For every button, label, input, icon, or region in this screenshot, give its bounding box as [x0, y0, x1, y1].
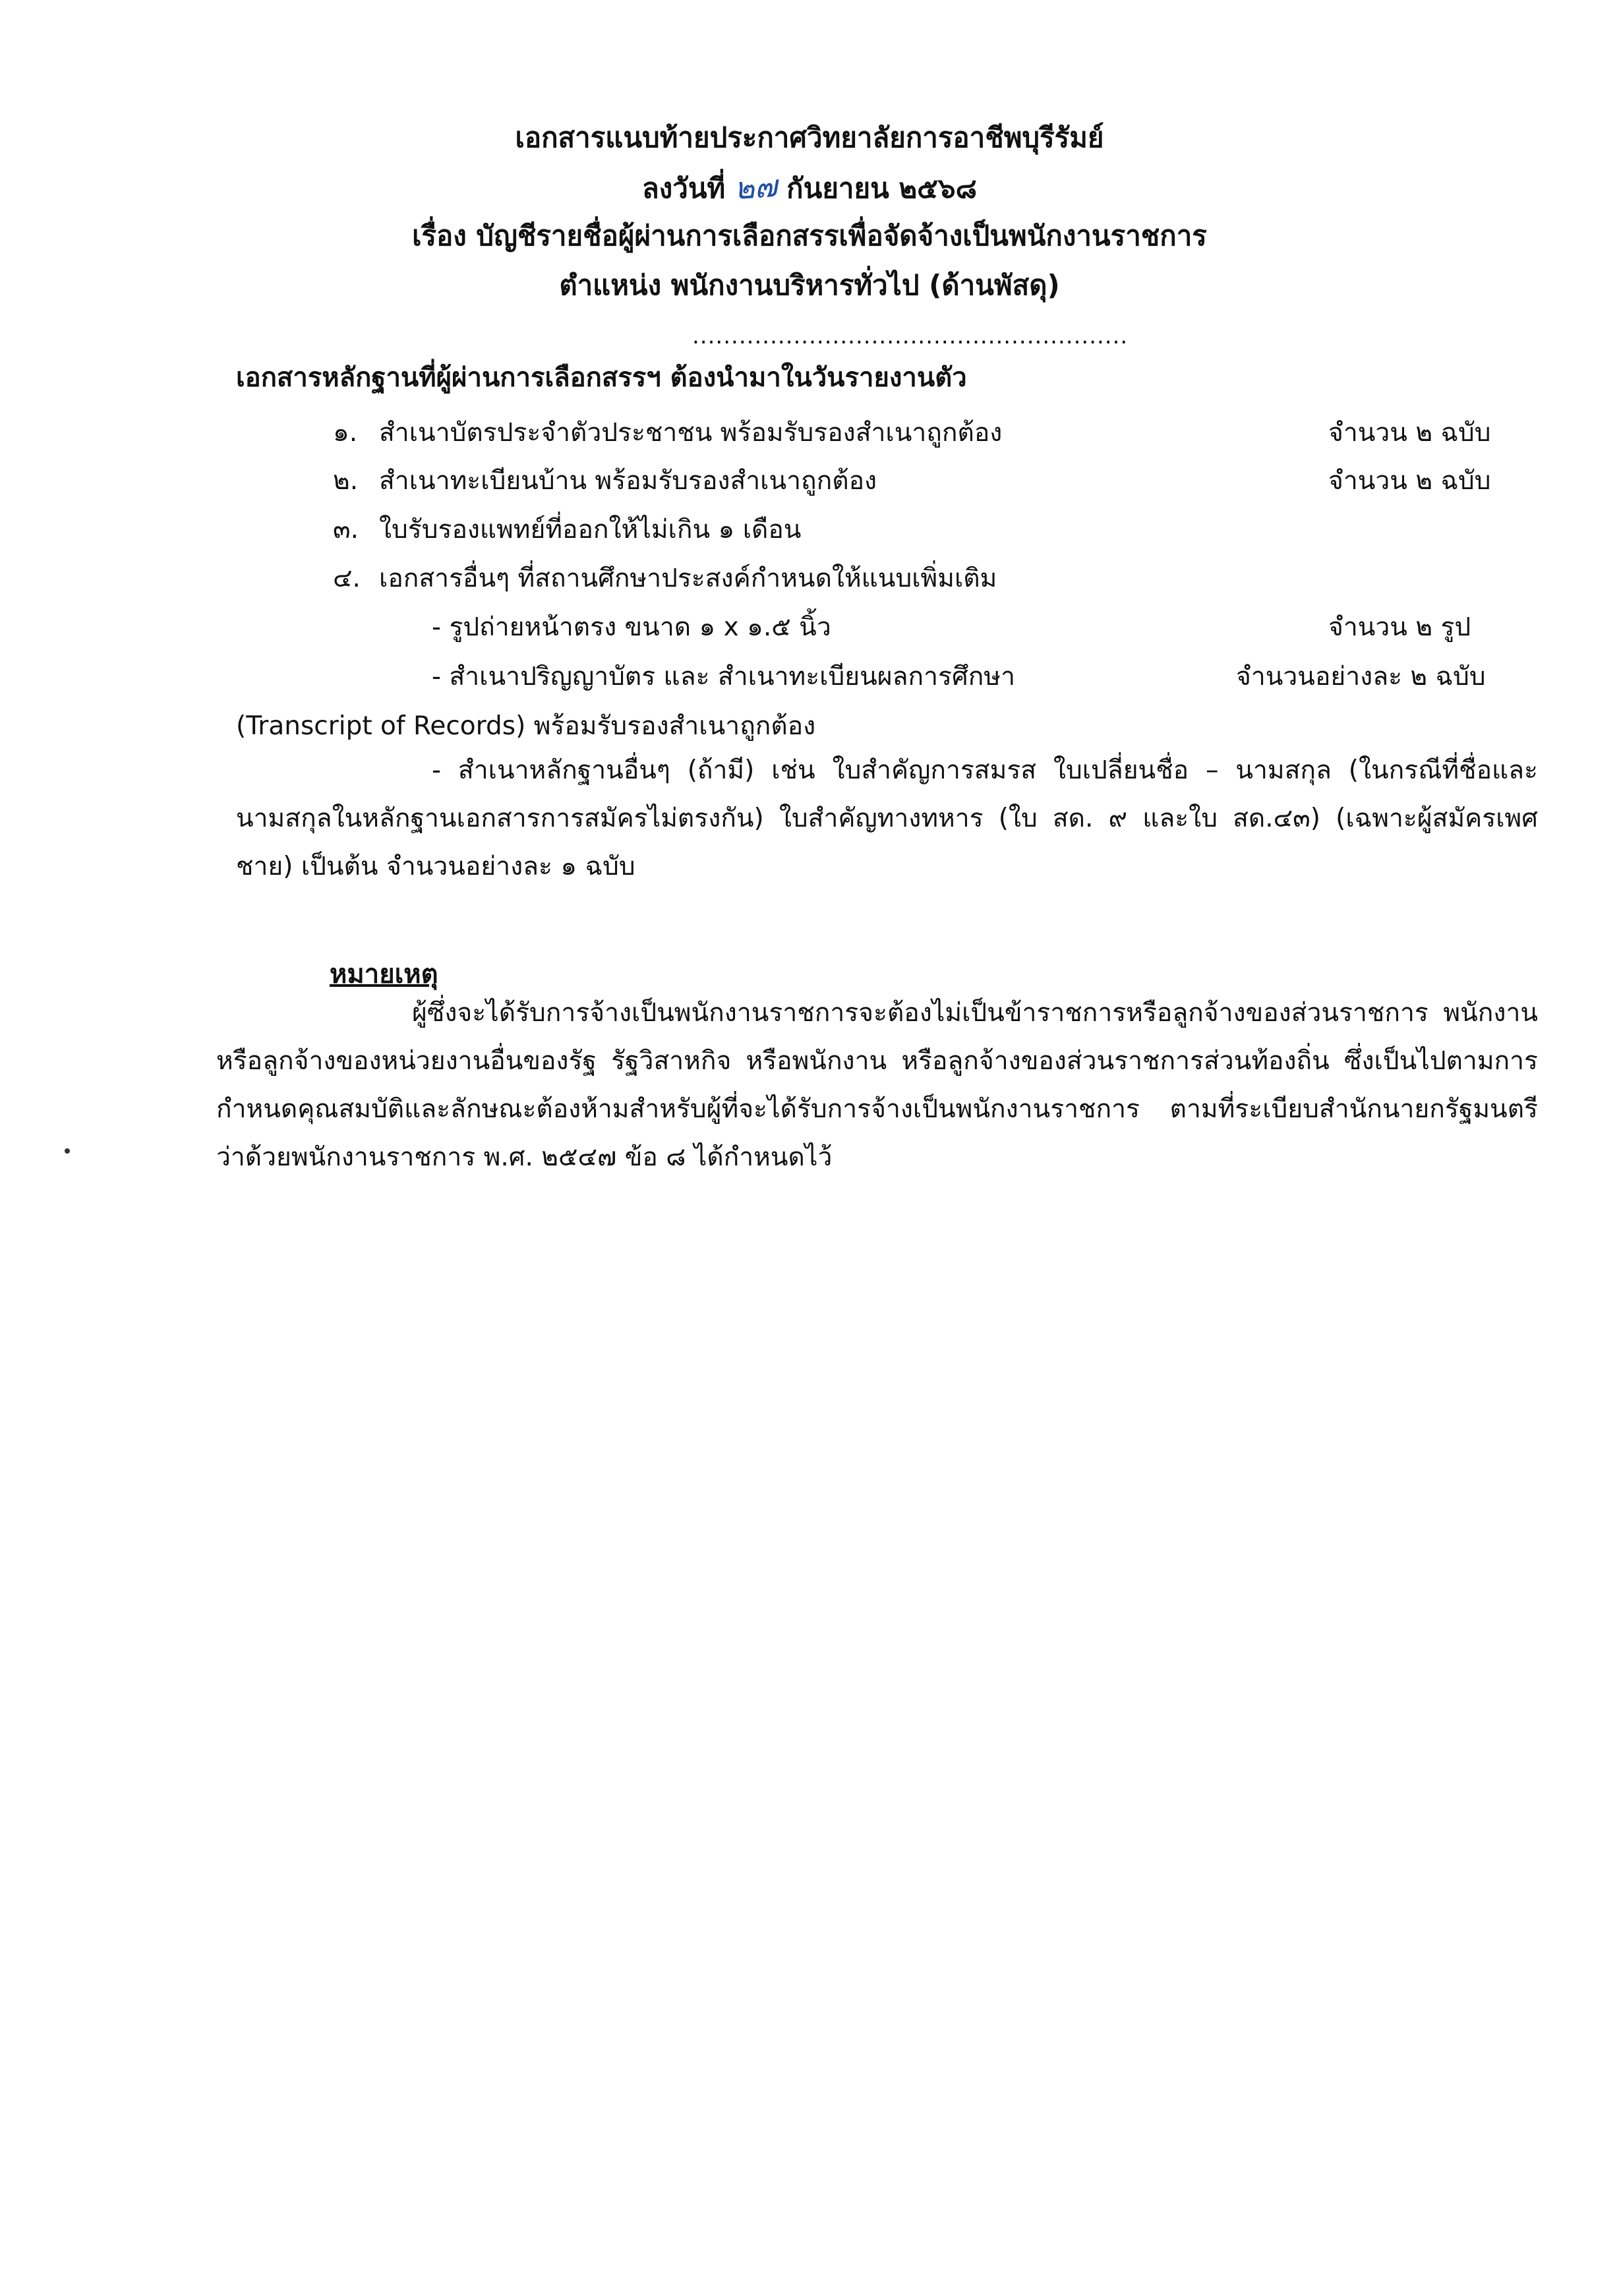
header-line-1: เอกสารแนบท้ายประกาศวิทยาลัยการอาชีพบุรีรัมย์ [515, 121, 1104, 154]
scan-speck [65, 1148, 70, 1154]
sub-item-degree-quantity: จำนวนอย่างละ ๒ ฉบับ [1236, 662, 1486, 692]
item-number: ๓. [333, 515, 359, 545]
header-date-line [0, 163, 1619, 212]
item-number: ๑. [333, 418, 358, 448]
item-text: สำเนาทะเบียนบ้าน พร้อมรับรองสำเนาถูกต้อง [379, 466, 877, 496]
list-item [333, 509, 801, 550]
sub-item-other: - สำเนาหลักฐานอื่นๆ (ถ้ามี) เช่น ใบสำคัญการสมรส ใบเปลี่ยนชื่อ – นามสกุล (ในกรณีที่ชื่อและนามสกุลในหลักฐานเอกสารการสมัครไม่ตรงกัน) ใบสำคัญทางทหาร (ใบ สด. ๙ และใบ สด.๔๓) (เฉพาะผู้สมัครเพศชาย) เป็นต้น จำนวนอย่างละ ๑ ฉบับ [236, 755, 1538, 881]
date-prefix: ลงวันที่ [642, 172, 726, 204]
documents-heading: เอกสารหลักฐานที่ผู้ผ่านการเลือกสรรฯ ต้องนำมาในวันรายงานตัว [236, 363, 967, 393]
handwritten-day: ๒๗ [733, 167, 779, 207]
sub-item-degree-continued: (Transcript of Records) พร้อมรับรองสำเนาถูกต้อง [236, 711, 816, 741]
list-item [333, 558, 997, 599]
date-suffix: กันยายน ๒๕๖๘ [786, 172, 977, 204]
note-body: ผู้ซึ่งจะได้รับการจ้างเป็นพนักงานราชการจะต้องไม่เป็นข้าราชการหรือลูกจ้างของส่วนราชการ พนักงาน หรือลูกจ้างของหน่วยงานอื่นของรัฐ รัฐวิสาหกิจ หรือพนักงาน หรือลูกจ้างของส่วนราชการส่วนท้องถิ่น ซึ่งเป็นไปตามการกำหนดคุณสมบัติและลักษณะต้องห้ามสำหรับผู้ที่จะได้รับการจ้างเป็นพนักงานราชการ ตามที่ระเบียบสำนักนายกรัฐมนตรี ว่าด้วยพนักงานราชการ พ.ศ. ๒๕๔๗ ข้อ ๘ ได้กำหนดไว้ [216, 998, 1538, 1172]
item-quantity: จำนวน ๒ ฉบับ [1328, 418, 1491, 448]
item-text: สำเนาบัตรประจำตัวประชาชน พร้อมรับรองสำเนาถูกต้อง [379, 418, 1003, 448]
sub-item-photo-quantity: จำนวน ๒ รูป [1328, 612, 1471, 642]
note-title: หมายเหตุ [330, 959, 438, 989]
item-number: ๒. [333, 466, 359, 496]
header-position: ตำแหน่ง พนักงานบริหารทั่วไป (ด้านพัสดุ) [559, 269, 1060, 301]
list-item [333, 412, 1002, 453]
item-text: เอกสารอื่นๆ ที่สถานศึกษาประสงค์กำหนดให้แนบเพิ่มเติม [379, 564, 997, 593]
item-quantity: จำนวน ๒ ฉบับ [1328, 466, 1491, 496]
item-number: ๔. [333, 564, 361, 593]
list-item [333, 460, 877, 501]
sub-item-degree: - สำเนาปริญญาบัตร และ สำเนาทะเบียนผลการศึกษา [432, 662, 1015, 692]
header-subject: เรื่อง บัญชีรายชื่อผู้ผ่านการเลือกสรรเพื่อจัดจ้างเป็นพนักงานราชการ [412, 220, 1207, 252]
item-text: ใบรับรองแพทย์ที่ออกให้ไม่เกิน ๑ เดือน [379, 515, 802, 545]
sub-item-photo: - รูปถ่ายหน้าตรง ขนาด ๑ x ๑.๕ นิ้ว [432, 612, 831, 642]
header-separator: ........................................................ [692, 323, 1129, 349]
